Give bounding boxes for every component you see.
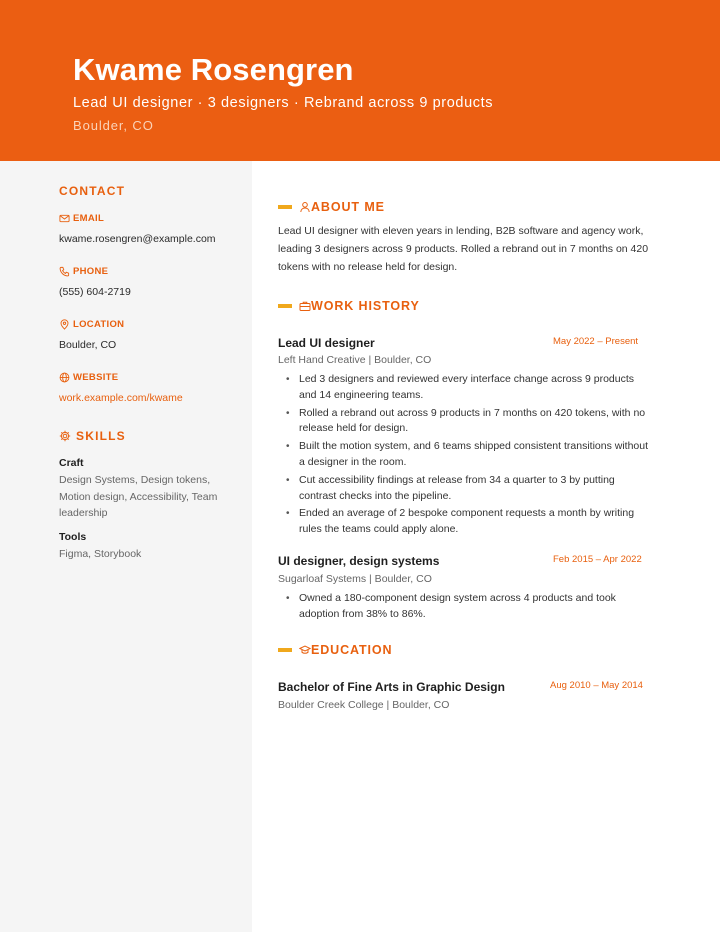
job-organization: Sugarloaf Systems | Boulder, CO — [278, 573, 432, 585]
job-bullet: • Rolled a rebrand out across 9 products in 7 months on 420 tokens, with no release held for design. — [286, 406, 648, 438]
globe-icon — [59, 372, 70, 383]
job-bullet: • Led 3 designers and reviewed every interface change across 9 products and 14 engineering teams. — [286, 372, 648, 404]
website-link[interactable]: work.example.com/kwame — [59, 392, 183, 404]
headline-tagline: Lead UI designer · 3 designers · Rebrand across 9 products — [73, 95, 494, 111]
education-section-heading — [278, 643, 392, 657]
location-label: LOCATION — [73, 319, 125, 330]
user-icon — [299, 201, 311, 213]
job-bullet: • Owned a 180-component design system across 4 products and took adoption from 38% to 86%. — [286, 591, 648, 623]
about-text: Lead UI designer with eleven years in lending, B2B software and agency work, leading 3 designers across 9 products. Rolled a rebrand out in 7 months on 420 tokens with no release held for design. — [278, 225, 649, 273]
education-title: EDUCATION — [311, 643, 393, 657]
job-bullet: • Built the motion system, and 6 teams shipped consistent transitions without a designer in the room. — [286, 439, 648, 471]
section-accent-bar — [278, 304, 292, 308]
phone-label: PHONE — [73, 266, 109, 277]
job-title: Lead UI designer — [278, 336, 375, 350]
job-bullet: • Cut accessibility findings at release from 34 a quarter to 3 by putting contrast checks into the pipeline. — [286, 473, 648, 505]
school-name: Boulder Creek College | Boulder, CO — [278, 699, 450, 711]
phone-label-row — [59, 266, 108, 277]
job-title: UI designer, design systems — [278, 554, 440, 568]
candidate-name: Kwame Rosengren — [73, 52, 354, 87]
job-dates: May 2022 – Present — [553, 336, 639, 347]
email-value[interactable]: kwame.rosengren@example.com — [59, 233, 216, 245]
about-section-heading — [278, 200, 385, 214]
location-label-row — [59, 319, 124, 330]
phone-value[interactable]: (555) 604-2719 — [59, 286, 131, 298]
job-organization: Left Hand Creative | Boulder, CO — [278, 354, 432, 366]
map-pin-icon — [59, 319, 70, 330]
phone-icon — [59, 266, 70, 277]
about-title: ABOUT ME — [311, 200, 385, 214]
website-label: WEBSITE — [73, 372, 119, 383]
skill-group-heading: Craft — [59, 457, 84, 469]
education-dates: Aug 2010 – May 2014 — [550, 680, 643, 691]
skill-group-items: Figma, Storybook — [59, 548, 142, 560]
website-label-row — [59, 372, 118, 383]
work-title: WORK HISTORY — [311, 299, 420, 313]
job-bullets — [286, 591, 648, 625]
skills-title-row — [59, 429, 126, 443]
section-accent-bar — [278, 648, 292, 652]
resume-header — [0, 0, 720, 161]
envelope-icon — [59, 213, 70, 224]
degree-title: Bachelor of Fine Arts in Graphic Design — [278, 680, 505, 694]
email-label: EMAIL — [73, 213, 105, 224]
job-bullets — [286, 372, 648, 540]
work-section-heading — [278, 299, 420, 313]
skill-group-items: Design Systems, Design tokens, Motion design, Accessibility, Team leadership — [59, 474, 218, 519]
job-bullet: • Ended an average of 2 bespoke component requests a month by writing rules the teams could apply alone. — [286, 506, 648, 538]
skills-title: SKILLS — [76, 429, 126, 443]
graduation-cap-icon — [299, 644, 311, 656]
briefcase-icon — [299, 300, 311, 312]
section-accent-bar — [278, 205, 292, 209]
skill-group-heading: Tools — [59, 531, 87, 543]
gear-icon — [59, 430, 71, 442]
job-dates: Feb 2015 – Apr 2022 — [553, 554, 642, 565]
contact-title: CONTACT — [59, 184, 126, 198]
email-label-row — [59, 213, 104, 224]
location-value: Boulder, CO — [59, 339, 117, 351]
header-location: Boulder, CO — [73, 118, 154, 133]
